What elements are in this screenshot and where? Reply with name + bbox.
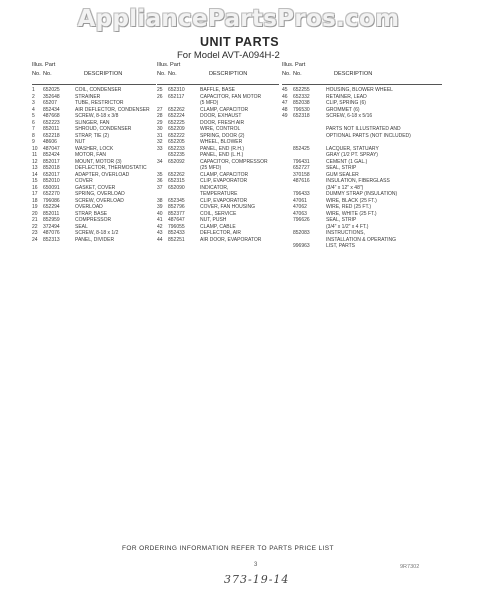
illus-no: 34 [157, 158, 163, 165]
part-number: 652235 [168, 152, 185, 158]
part-number: 652727 [293, 165, 310, 171]
part-number: 650091 [43, 184, 60, 191]
part-number: 652233 [168, 145, 185, 152]
part-description: GASKET, COVER [75, 184, 116, 191]
part-number: 47063 [293, 210, 307, 217]
table-row [282, 243, 442, 250]
illus-no: 24 [32, 236, 38, 243]
part-number: 487076 [43, 230, 60, 236]
part-number: 352648 [43, 93, 60, 100]
part-description: TUBE, RESTRICTOR [75, 100, 124, 106]
part-description: SCREW, 6-18 x 5/16 [326, 113, 373, 119]
part-description: AIR DOOR, EVAPORATOR [200, 236, 262, 243]
parts-rows [32, 87, 156, 243]
illus-no: 43 [157, 230, 163, 236]
part-number: 852011 [43, 126, 60, 132]
part-description: CLIP, SPRING (6) [326, 100, 366, 106]
part-description: STRAP, BASE [75, 210, 108, 217]
illus-no: 38 [157, 197, 163, 204]
illus-no: 37 [157, 184, 163, 191]
document-code: 9R7302 [400, 564, 420, 570]
illus-no: 1 [32, 87, 35, 93]
part-description: CLAMP, CAPACITOR [200, 106, 249, 113]
part-number: 652294 [43, 204, 60, 210]
illus-no: 5 [32, 113, 35, 119]
part-description: SLINGER, FAN [75, 119, 110, 126]
illus-no: 46 [282, 93, 288, 100]
illus-no: 32 [157, 139, 163, 145]
part-number: 65207 [43, 100, 57, 106]
header-part-no: No. [168, 71, 177, 77]
part-description: GRAY (1/2 PT. SPRAY) [326, 152, 378, 158]
part-description: PANEL, DIVIDER [75, 236, 115, 243]
part-number: 852796 [168, 204, 185, 210]
illus-no: 13 [32, 165, 38, 171]
part-number: 487047 [43, 145, 60, 152]
illus-no: 26 [157, 93, 163, 100]
part-description: SPRING, DOOR (2) [200, 132, 245, 139]
part-number: 487647 [168, 217, 185, 223]
part-number: 852377 [168, 210, 185, 217]
part-number: 48606 [43, 139, 57, 145]
page-number: 3 [254, 562, 258, 568]
part-description: TEMPERATURE [200, 191, 238, 197]
header-no: No. [282, 71, 291, 77]
part-description: CLAMP, CABLE [200, 223, 236, 230]
part-number: 852017 [43, 158, 60, 165]
part-description: PANEL, END (R.H.) [200, 145, 245, 152]
part-description: BAFFLE, BASE [200, 87, 236, 93]
part-number: 652315 [168, 178, 185, 184]
part-number: 652017 [43, 171, 60, 178]
illus-no: 16 [32, 184, 38, 191]
part-description: STRAP, TIE (2) [75, 132, 109, 139]
illus-no: 39 [157, 204, 163, 210]
part-description: MOTOR, FAN [75, 152, 107, 158]
illus-no: 42 [157, 223, 163, 230]
part-description: RETAINER, LEAD [326, 93, 367, 100]
illus-no: 19 [32, 204, 38, 210]
part-description: (3/4" x 1/2" x 4 FT.) [326, 223, 369, 230]
illus-no: 41 [157, 217, 163, 223]
parts-column-1 [32, 62, 156, 243]
part-description: SEAL, STRIP [326, 165, 357, 171]
ordering-note: FOR ORDERING INFORMATION REFER TO PARTS PRICE LIST [122, 545, 334, 552]
illus-no: 2 [32, 93, 35, 100]
part-number: 852433 [168, 230, 185, 236]
part-number: 852083 [293, 230, 310, 236]
header-illus-part: Illus. Part [32, 62, 56, 68]
part-number: 652223 [43, 119, 60, 126]
part-description: SEAL [75, 223, 88, 230]
part-number: 852251 [168, 236, 185, 243]
part-number: 652025 [43, 87, 60, 93]
part-number: 996963 [293, 243, 310, 249]
illus-no: 27 [157, 106, 163, 113]
part-description: SCREW, 8-18 x 1/2 [75, 230, 119, 236]
part-description: WIRE, CONTROL [200, 126, 241, 132]
illus-no: 11 [32, 152, 38, 158]
part-number: 852038 [293, 100, 310, 106]
illus-no: 29 [157, 119, 163, 126]
part-description: CAPACITOR, COMPRESSOR [200, 158, 268, 165]
illus-no: 18 [32, 197, 38, 204]
part-number: 652224 [168, 113, 185, 119]
illus-no: 49 [282, 113, 288, 119]
part-description: DUMMY STRAP (INSULATION) [326, 191, 398, 197]
illus-no: 28 [157, 113, 163, 119]
illus-no: 14 [32, 171, 38, 178]
illus-no: 7 [32, 126, 35, 132]
part-number: 796433 [293, 191, 310, 197]
part-description: COVER [75, 178, 93, 184]
part-description: ADAPTER, OVERLOAD [75, 171, 130, 178]
part-description: (3/4" x 12" x 48") [326, 184, 364, 191]
part-description: AIR DEFLECTOR, CONDENSER [75, 106, 150, 113]
part-number: 652345 [168, 197, 185, 204]
part-description: CAPACITOR, FAN MOTOR [200, 93, 262, 100]
header-illus-part: Illus. Part [157, 62, 181, 68]
part-description: OPTIONAL PARTS (NOT INCLUDED) [326, 132, 411, 139]
column-header [282, 62, 442, 85]
header-part-no: No. [43, 71, 52, 77]
part-description: NUT, PUSH [200, 217, 227, 223]
part-number: 852010 [43, 178, 60, 184]
header-illus-part: Illus. Part [282, 62, 306, 68]
part-description: MOUNT, MOTOR (3) [75, 158, 122, 165]
part-description: INSTALLATION & OPERATING [326, 236, 397, 243]
part-number: 796055 [168, 223, 185, 230]
illus-no: 21 [32, 217, 38, 223]
part-description: DOOR, FRESH AIR [200, 119, 245, 126]
part-description: COIL, SERVICE [200, 210, 237, 217]
part-description: NUT [75, 139, 86, 145]
parts-column-3 [282, 62, 442, 250]
part-description: CLAMP, CAPACITOR [200, 171, 249, 178]
part-number: 652209 [168, 126, 185, 132]
part-description: PARTS NOT ILLUSTRATED AND [326, 126, 401, 132]
part-description: OVERLOAD [75, 204, 103, 210]
part-number: 852424 [43, 152, 60, 158]
handwritten-note: 373-19-14 [224, 573, 290, 586]
part-number: 796431 [293, 158, 310, 165]
page-title: UNIT PARTS [200, 35, 280, 49]
part-description: INSTRUCTIONS, [326, 230, 365, 236]
part-number: 652205 [168, 139, 185, 145]
illus-no: 25 [157, 87, 163, 93]
table-row [157, 237, 279, 244]
part-description: SCREW, OVERLOAD [75, 197, 124, 204]
part-description: COMPRESSOR [75, 217, 112, 223]
part-number: 852011 [43, 210, 60, 217]
part-description: COIL, CONDENSER [75, 87, 122, 93]
part-number: 652092 [168, 158, 185, 165]
header-no: No. [32, 71, 41, 77]
illus-no: 36 [157, 178, 163, 184]
parts-column-2 [157, 62, 279, 243]
illus-no: 15 [32, 178, 38, 184]
part-description: GROMMET (6) [326, 106, 360, 113]
header-description: DESCRIPTION [334, 71, 373, 77]
part-number: 652332 [293, 93, 310, 100]
part-number: 652225 [168, 119, 185, 126]
part-description: CEMENT (1 GAL.) [326, 158, 368, 165]
part-number: 487616 [293, 178, 310, 184]
column-header [157, 62, 279, 85]
part-number: 852434 [43, 106, 60, 113]
part-description: SEAL, STRIP [326, 217, 357, 223]
column-header [32, 62, 156, 85]
part-number: 652318 [293, 113, 310, 119]
illus-no: 17 [32, 191, 38, 197]
illus-no: 20 [32, 210, 38, 217]
illus-no: 12 [32, 158, 38, 165]
part-description: DEFLECTOR, AIR [200, 230, 242, 236]
part-number: 652310 [168, 87, 185, 93]
header-no: No. [157, 71, 166, 77]
part-number: 652270 [43, 191, 60, 197]
header-description: DESCRIPTION [84, 71, 123, 77]
part-description: CLIP, EVAPORATOR [200, 178, 248, 184]
part-description: SCREW, 8-18 x 3/8 [75, 113, 119, 119]
illus-no: 47 [282, 100, 288, 106]
part-description: (5 MFD) [200, 100, 219, 106]
part-number: 370158 [293, 171, 310, 178]
part-description: WASHER, LOCK [75, 145, 114, 152]
illus-no: 10 [32, 145, 38, 152]
part-number: 487668 [43, 113, 60, 119]
part-number: 796086 [43, 197, 60, 204]
part-number: 796530 [293, 106, 310, 113]
illus-no: 9 [32, 139, 35, 145]
part-number: 652090 [168, 184, 185, 191]
part-description: PANEL, END (L.H.) [200, 152, 244, 158]
part-description: INDICATOR, [200, 184, 229, 191]
illus-no: 33 [157, 145, 163, 152]
part-description: WIRE, WHITE (25 FT.) [326, 210, 377, 217]
header-description: DESCRIPTION [209, 71, 248, 77]
part-description: COVER, FAN HOUSING [200, 204, 256, 210]
part-number: 652255 [293, 87, 310, 93]
illus-no: 48 [282, 106, 288, 113]
part-description: WIRE, BLACK (25 FT.) [326, 197, 377, 204]
part-number: 796626 [293, 217, 310, 223]
site-watermark: AppliancePartsPros.com [77, 6, 400, 32]
part-description: SHROUD, CONDENSER [75, 126, 132, 132]
illus-no: 40 [157, 210, 163, 217]
illus-no: 44 [157, 236, 163, 243]
header-part-no: No. [293, 71, 302, 77]
illus-no: 30 [157, 126, 163, 132]
part-number: 652262 [168, 106, 185, 113]
part-number: 652222 [168, 132, 185, 139]
part-description: STRAINER [75, 93, 101, 100]
model-subtitle: For Model AVT-A094H-2 [177, 50, 280, 61]
parts-rows [282, 87, 442, 250]
illus-no: 3 [32, 100, 35, 106]
part-description: HOUSING, BLOWER WHEEL [326, 87, 393, 93]
part-number: 652218 [43, 132, 60, 139]
part-description: SPRING, OVERLOAD [75, 191, 125, 197]
part-description: WIRE, RED (25 FT.) [326, 204, 372, 210]
part-description: GUM SEALER [326, 171, 359, 178]
part-number: 47061 [293, 197, 307, 204]
illus-no: 31 [157, 132, 163, 139]
part-number: 372494 [43, 223, 60, 230]
part-number: 852313 [43, 236, 60, 243]
part-number: 852959 [43, 217, 60, 223]
part-description: (25 MFD) [200, 165, 222, 171]
part-description: WHEEL, BLOWER [200, 139, 243, 145]
part-number: 47062 [293, 204, 307, 210]
part-description: LIST, PARTS [326, 243, 355, 249]
illus-no: 6 [32, 119, 35, 126]
part-number: 852018 [43, 165, 60, 171]
part-number: 652262 [168, 171, 185, 178]
part-description: DEFLECTOR, THERMOSTATIC [75, 165, 147, 171]
illus-no: 35 [157, 171, 163, 178]
illus-no: 23 [32, 230, 38, 236]
illus-no: 8 [32, 132, 35, 139]
part-number: 652117 [168, 93, 185, 100]
table-row [32, 237, 156, 244]
part-description: INSULATION, FIBERGLASS [326, 178, 390, 184]
part-description: LACQUER, STATUARY [326, 145, 379, 152]
illus-no: 45 [282, 87, 288, 93]
part-number: 852425 [293, 145, 310, 152]
parts-rows [157, 87, 279, 243]
part-description: CLIP, EVAPORATOR [200, 197, 248, 204]
illus-no: 4 [32, 106, 35, 113]
part-description: DOOR, EXHAUST [200, 113, 242, 119]
illus-no: 22 [32, 223, 38, 230]
